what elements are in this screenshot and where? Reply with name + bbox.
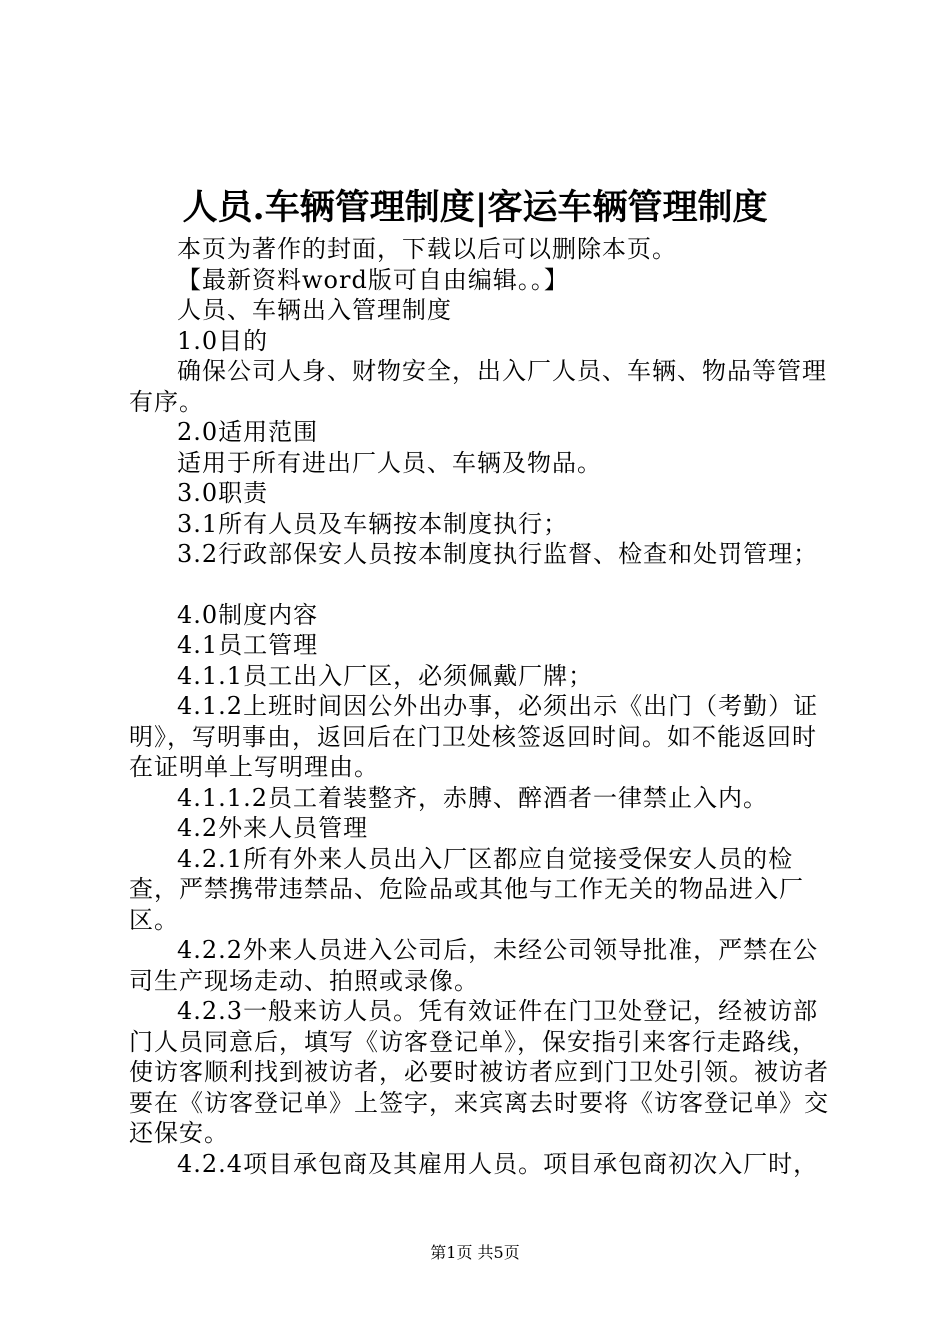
section-heading: 4.1员工管理 (177, 631, 319, 659)
paragraph: 3.1所有人员及车辆按本制度执行； (177, 509, 569, 538)
paragraph: 【最新资料word版可自由编辑。。】 (177, 265, 569, 294)
section-heading: 1.0目的 (177, 326, 269, 355)
section-heading: 3.0职责 (177, 479, 269, 507)
paragraph: 适用于所有进出厂人员、车辆及物品。 (177, 448, 602, 477)
paragraph: 4.2.3一般来访人员。凭有效证件在门卫处登记，经被访部门人员同意后，填写《访客登记单》，保安指引来客行走路线，使访客顺利找到被访者，必要时被访者应到门卫处引领。被访者要在《访客登记单》上签字，来宾离去时要将《访客登记单》交还保安。 (129, 997, 829, 1147)
section-heading: 2.0适用范围 (177, 418, 319, 446)
document-title: 人员.车辆管理制度|客运车辆管理制度 (182, 187, 768, 228)
paragraph: 4.1.1.2员工着装整齐，赤膊、醉酒者一律禁止入内。 (177, 783, 768, 812)
paragraph: 3.2行政部保安人员按本制度执行监督、检查和处罚管理； (177, 540, 819, 568)
document-body (129, 234, 841, 1179)
paragraph: 人员、车辆出入管理制度 (177, 296, 452, 324)
paragraph: 本页为著作的封面，下载以后可以删除本页。 (177, 235, 677, 263)
section-heading: 4.0制度内容 (177, 600, 319, 629)
section-heading: 4.2外来人员管理 (177, 814, 369, 842)
paragraph: 4.1.1员工出入厂区，必须佩戴厂牌； (177, 661, 594, 690)
paragraph: 4.1.2上班时间因公外出办事，必须出示《出门（考勤）证明》，写明事由，返回后在门卫处核签返回时间。如不能返回时在证明单上写明理由。 (129, 692, 819, 781)
page-footer: 第1页 共5页 (430, 1243, 520, 1262)
paragraph: 4.2.4项目承包商及其雇用人员。项目承包商初次入厂时， (177, 1149, 819, 1178)
paragraph: 4.2.1所有外来人员出入厂区都应自觉接受保安人员的检查，严禁携带违禁品、危险品或其他与工作无关的物品进入厂区。 (129, 844, 804, 934)
paragraph: 确保公司人身、财物安全，出入厂人员、车辆、物品等管理有序。 (129, 357, 827, 416)
paragraph: 4.2.2外来人员进入公司后，未经公司领导批准，严禁在公司生产现场走动、拍照或录像。 (129, 936, 819, 995)
